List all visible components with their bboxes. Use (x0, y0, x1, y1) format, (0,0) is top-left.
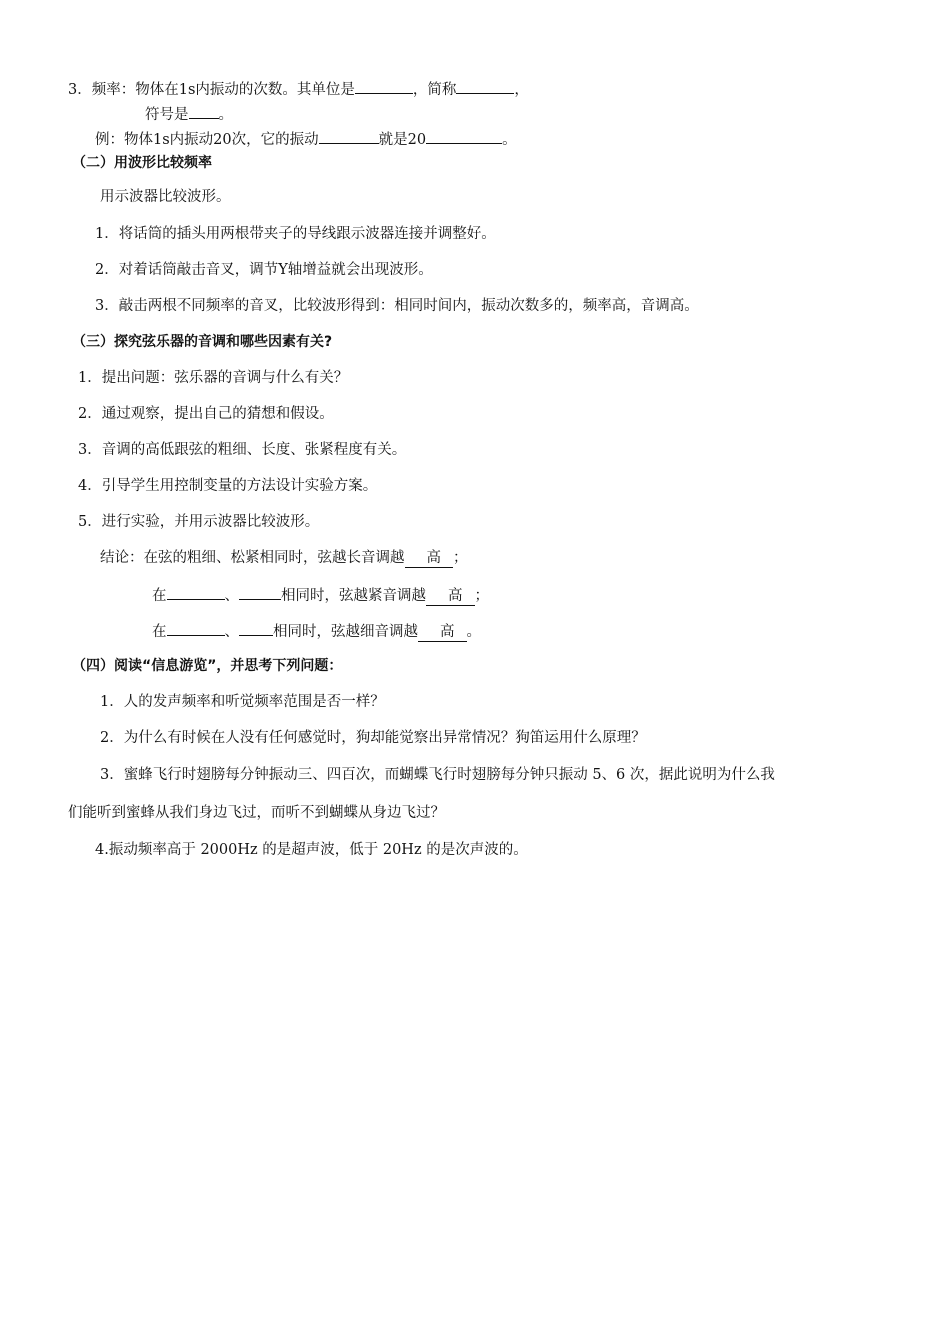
abbr-blank[interactable] (456, 78, 514, 94)
example-text: 例：物体1s内振动20次，它的振动 (95, 132, 319, 148)
conclusion-3-answer: 高 (418, 623, 467, 642)
symbol-end: 。 (218, 107, 233, 123)
section-4-item: 1．人的发声频率和听觉频率范围是否一样？ (100, 694, 385, 710)
conclusion-3-end: 。 (466, 624, 481, 640)
conclusion-2-sep: 、 (224, 588, 239, 604)
example-line (95, 128, 517, 150)
conclusion-line-3 (152, 620, 481, 642)
conclusion-text: 结论：在弦的粗细、松紧相同时，弦越长音调越 (100, 550, 405, 566)
conclusion-end: ； (453, 550, 468, 566)
example-blank-2[interactable] (426, 128, 502, 144)
conclusion-2-blank-2[interactable] (239, 584, 281, 600)
symbol-line (145, 103, 233, 125)
conclusion-3-blank-2[interactable] (239, 620, 273, 636)
abbr-text: ，简称 (412, 82, 457, 98)
conclusion-answer: 高 (405, 549, 454, 568)
symbol-blank[interactable] (189, 103, 219, 119)
unit-blank[interactable] (355, 78, 413, 94)
section-4-item: 2．为什么有时候在人没有任何感觉时，狗却能觉察出异常情况？狗笛运用什么原理？ (100, 730, 646, 746)
conclusion-2-end: ； (474, 588, 489, 604)
conclusion-3-sep: 、 (224, 624, 239, 640)
section-4-heading: （四）阅读“信息游览”，并思考下列问题： (72, 658, 343, 674)
frequency-text: 3．频率：物体在1s内振动的次数。其单位是 (68, 82, 355, 98)
frequency-item (68, 78, 529, 100)
section-3-heading: （三）探究弦乐器的音调和哪些因素有关? (72, 334, 333, 350)
conclusion-3-text-2: 相同时，弦越细音调越 (273, 624, 418, 640)
section-4-item: 4.振动频率高于 2000Hz 的是超声波，低于 20Hz 的是次声波的。 (95, 842, 528, 858)
conclusion-2-answer: 高 (426, 587, 475, 606)
conclusion-3-text: 在 (152, 624, 167, 640)
conclusion-2-text: 在 (152, 588, 167, 604)
conclusion-line-1 (100, 548, 468, 568)
conclusion-3-blank-1[interactable] (167, 620, 225, 636)
section-3-item: 2．通过观察，提出自己的猜想和假设。 (78, 406, 334, 422)
section-3-item: 3．音调的高低跟弦的粗细、长度、张紧程度有关。 (78, 442, 407, 458)
section-2-item: 1．将话筒的插头用两根带夹子的导线跟示波器连接并调整好。 (95, 226, 496, 242)
section-2-intro: 用示波器比较波形。 (100, 189, 231, 205)
conclusion-2-text-2: 相同时，弦越紧音调越 (281, 588, 426, 604)
section-4-item-cont: 们能听到蜜蜂从我们身边飞过，而听不到蝴蝶从身边飞过？ (68, 805, 445, 821)
section-4-item: 3．蜜蜂飞行时翅膀每分钟振动三、四百次，而蝴蝶飞行时翅膀每分钟只振动 5、6 次，据此说明为什么我 (100, 767, 775, 783)
comma-text: ， (514, 82, 529, 98)
conclusion-line-2 (152, 584, 489, 606)
example-text-2: 就是20 (378, 132, 427, 148)
section-2-item: 3．敲击两根不同频率的音叉，比较波形得到：相同时间内，振动次数多的，频率高，音调高。 (95, 298, 699, 314)
symbol-text: 符号是 (145, 107, 189, 123)
section-3-item: 4．引导学生用控制变量的方法设计实验方案。 (78, 478, 378, 494)
conclusion-2-blank-1[interactable] (167, 584, 225, 600)
example-blank-1[interactable] (319, 128, 379, 144)
section-3-item: 1．提出问题：弦乐器的音调与什么有关？ (78, 370, 349, 386)
section-2-heading: （二）用波形比较频率 (72, 155, 212, 171)
section-3-item: 5．进行实验，并用示波器比较波形。 (78, 514, 320, 530)
example-end: 。 (502, 132, 517, 148)
section-2-item: 2．对着话筒敲击音叉，调节Y轴增益就会出现波形。 (95, 262, 433, 278)
